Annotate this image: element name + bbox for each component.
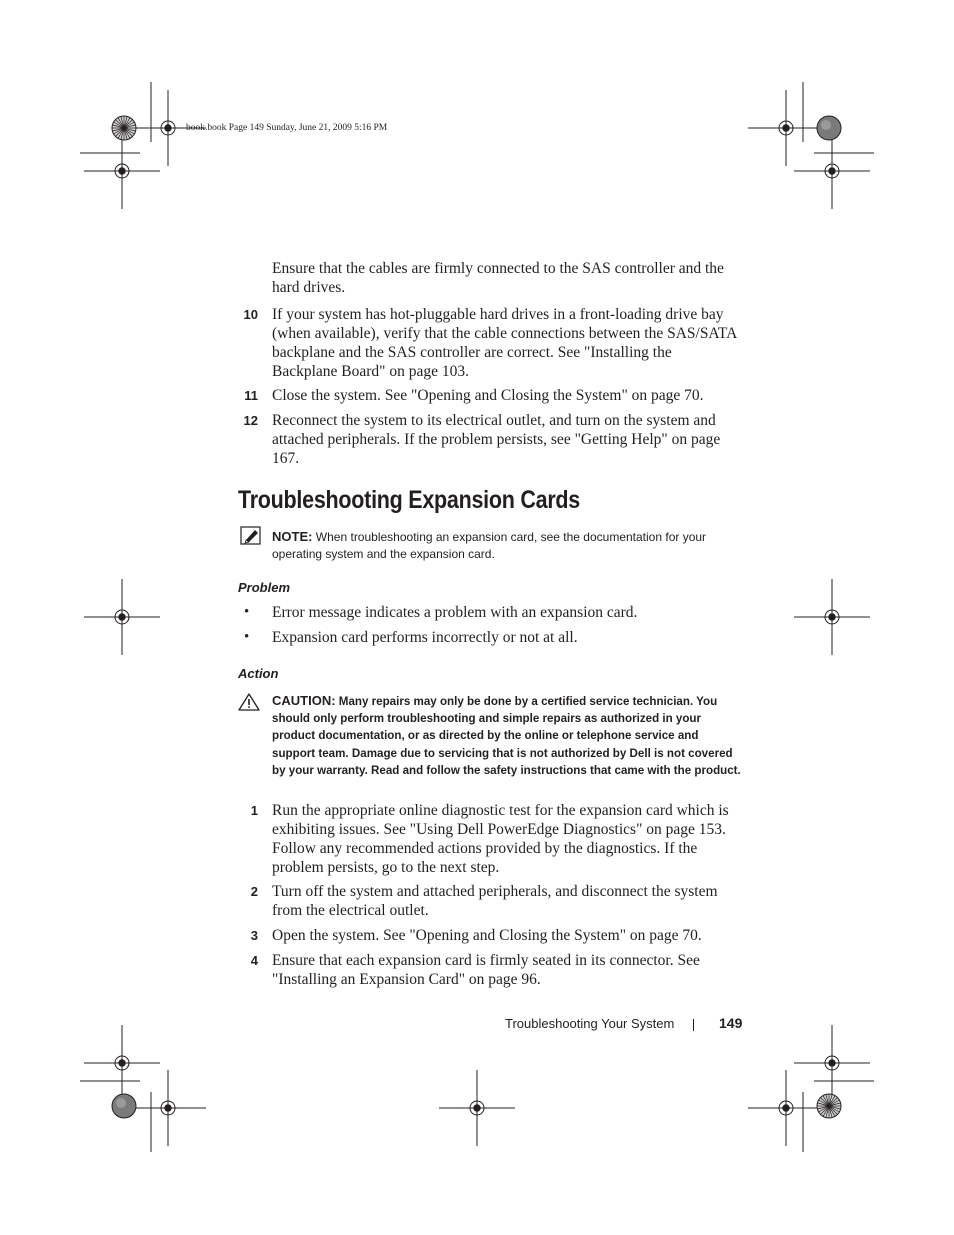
crosshair-mark	[130, 1070, 206, 1146]
step-number: 1	[250, 803, 258, 818]
step-number: 11	[244, 388, 258, 403]
problem-bullet: Expansion card performs incorrectly or not at all.	[272, 629, 578, 646]
step-number: 3	[250, 928, 258, 943]
crosshair-mark	[794, 1025, 870, 1101]
bullet-dot: •	[244, 604, 250, 620]
caution-text: Many repairs may only be done by a certified service technician. You should only perform troubleshooting and simple repairs as authorized in your product documentation, or as directed by the online or telephone service and support team. Damage due to servicing that is not authorized by Dell is not covered by your warranty. Read and follow the safety instructions that came with the product.	[272, 695, 741, 777]
footer-separator	[693, 1019, 694, 1031]
step-text: Open the system. See "Opening and Closing the System" on page 70.	[272, 927, 702, 944]
step-number: 4	[250, 953, 258, 968]
crosshair-mark	[439, 1070, 515, 1146]
note-label: NOTE:	[272, 529, 313, 544]
pencil-note-icon	[240, 526, 262, 546]
caution-label: CAUTION:	[272, 693, 336, 708]
section-title: Troubleshooting Expansion Cards	[238, 486, 581, 514]
step-text: Close the system. See "Opening and Closing the System" on page 70.	[272, 387, 704, 404]
warning-triangle-icon	[238, 692, 260, 712]
action-heading: Action	[238, 666, 279, 681]
step-text: Turn off the system and attached peripherals, and disconnect the system from the electrical outlet.	[272, 883, 718, 919]
step-number: 12	[243, 413, 258, 428]
starburst-mark-bottom-right	[817, 1094, 841, 1118]
header-stamp: book.book Page 149 Sunday, June 21, 2009 5:16 PM	[186, 123, 388, 133]
crosshair-mark	[748, 90, 824, 166]
crosshair-mark	[794, 133, 870, 209]
problem-heading: Problem	[238, 580, 291, 595]
step-number: 2	[250, 884, 258, 899]
step-text: Run the appropriate online diagnostic test for the expansion card which is exhibiting issues. See "Using Dell PowerEdge Diagnostics" on page 153. Follow any recommended actions provided by the diagnostics. If the problem persists, go to the next step.	[272, 802, 729, 876]
halftone-mark-top-right	[817, 116, 841, 140]
bullet-dot: •	[244, 629, 250, 645]
problem-bullet: Error message indicates a problem with an expansion card.	[272, 604, 638, 621]
crosshair-mark	[794, 579, 870, 655]
starburst-mark-top-left	[112, 116, 136, 140]
caution-block	[272, 692, 742, 779]
step-number: 10	[243, 307, 258, 322]
footer-title: Troubleshooting Your System	[505, 1016, 675, 1031]
crosshair-mark	[748, 1070, 824, 1146]
crosshair-mark	[84, 1025, 160, 1101]
step-text: Ensure that each expansion card is firmly seated in its connector. See "Installing an Expansion Card" on page 96.	[272, 952, 700, 988]
crosshair-mark	[84, 133, 160, 209]
crosshair-mark	[84, 579, 160, 655]
continuation-paragraph: Ensure that the cables are firmly connected to the SAS controller and the hard drives.	[272, 260, 724, 296]
note-block	[272, 528, 742, 563]
halftone-mark-bottom-left	[112, 1094, 136, 1118]
step-text: If your system has hot-pluggable hard drives in a front-loading drive bay (when available), verify that the cable connections between the SAS/SATA backplane and the SAS controller are correct. See "Installing the Backplane Board" on page 103.	[272, 306, 737, 380]
note-text: When troubleshooting an expansion card, see the documentation for your operating system and the expansion card.	[272, 530, 707, 561]
page-number: 149	[719, 1015, 743, 1031]
step-text: Reconnect the system to its electrical outlet, and turn on the system and attached peripherals. If the problem persists, see "Getting Help" on page 167.	[272, 412, 721, 467]
